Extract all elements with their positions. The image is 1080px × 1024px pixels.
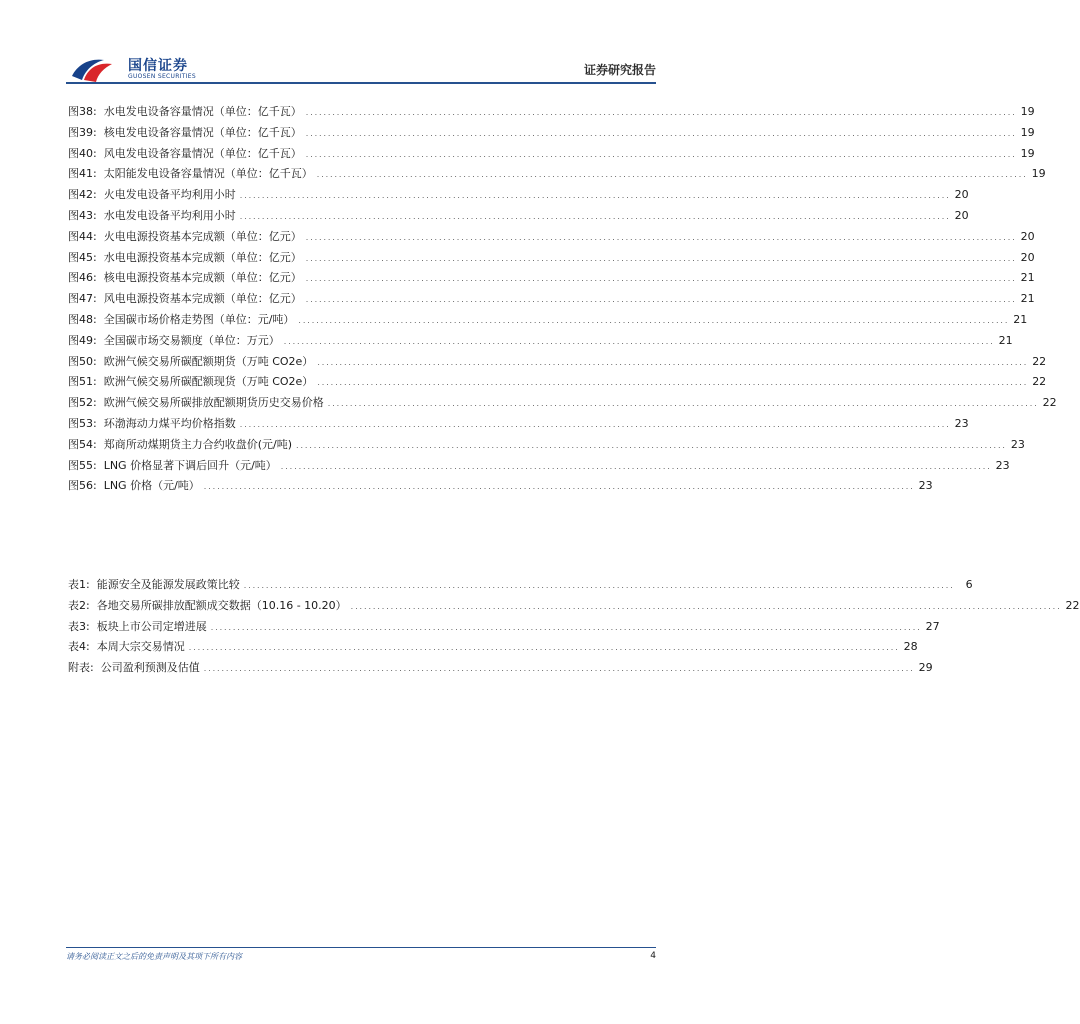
figure-toc-entry[interactable] (68, 393, 1057, 414)
dot-leader: ................................................................................................................................................................ (316, 170, 1028, 180)
toc-entry-page: 19 (1020, 146, 1035, 160)
toc-entry-title: 火电电源投资基本完成额（单位：亿元） (103, 229, 302, 243)
logo-chinese-name: 国信证券 (128, 58, 188, 74)
toc-entry-label: 图38: (68, 105, 97, 118)
toc-entry-page: 19 (1031, 167, 1046, 181)
disclaimer-note: 请务必阅读正文之后的免责声明及其项下所有内容 (66, 952, 242, 961)
dot-leader: ................................................................................................................................................................ (305, 108, 1017, 117)
toc-entry-page: 20 (954, 208, 969, 222)
toc-entry-label: 图42: (68, 188, 97, 202)
toc-entry-page: 23 (918, 479, 933, 493)
figure-toc-entry[interactable] (68, 476, 933, 497)
dot-leader: ................................................................................................................................................................ (317, 357, 1029, 367)
dot-leader: ................................................................................................................................................................ (203, 664, 915, 674)
dot-leader: ................................................................................................................................................................ (350, 601, 1062, 611)
dot-leader: ................................................................................................................................................................ (280, 461, 992, 471)
toc-entry-title: 水电发电设备平均利用小时 (103, 208, 236, 222)
dot-leader: ................................................................................................................................................................ (239, 191, 951, 201)
figure-index (68, 102, 1057, 497)
toc-entry-label: 图41: (68, 167, 97, 181)
dot-leader: ................................................................................................................................................................ (305, 253, 1017, 263)
toc-entry-label: 图43: (68, 208, 97, 222)
dot-leader: ................................................................................................................................................................ (305, 295, 1017, 305)
figure-toc-entry[interactable] (68, 435, 1025, 456)
dot-leader: ................................................................................................................................................................ (210, 622, 922, 632)
dot-leader: ................................................................................................................................................................ (239, 211, 951, 221)
toc-entry-page: 22 (1065, 598, 1080, 612)
toc-entry-page: 22 (1032, 354, 1047, 368)
toc-entry-page: 20 (1020, 250, 1035, 264)
toc-entry-label: 图48: (68, 312, 97, 326)
figure-toc-entry[interactable] (68, 144, 1035, 165)
dot-leader: ................................................................................................................................................................ (298, 315, 1010, 325)
dot-leader: ................................................................................................................................................................ (296, 440, 1007, 450)
toc-entry-label: 图56: (68, 479, 97, 493)
dot-leader: ................................................................................................................................................................ (305, 274, 1017, 284)
toc-entry-title: 全国碳市场交易额度（单位：万元） (103, 333, 280, 347)
dot-leader: ................................................................................................................................................................ (283, 336, 995, 346)
toc-entry-page: 20 (954, 188, 969, 202)
dot-leader: ................................................................................................................................................................ (203, 482, 915, 492)
dot-leader: ................................................................................................................................................................ (305, 128, 1017, 138)
toc-entry-title: LNG 价格显著下调后回升（元/吨） (103, 458, 277, 472)
header-divider (66, 82, 656, 84)
table-toc-entry[interactable] (68, 596, 1080, 617)
toc-entry-title: 全国碳市场价格走势图（单位：元/吨） (103, 312, 295, 326)
guosen-logo-icon (70, 54, 114, 84)
toc-entry-page: 21 (1020, 292, 1035, 306)
table-toc-entry[interactable] (68, 637, 918, 658)
figure-toc-entry[interactable] (68, 227, 1035, 248)
toc-entry-label: 表1: (68, 578, 90, 591)
toc-entry-label: 图46: (68, 271, 97, 285)
figure-toc-entry[interactable] (68, 456, 1010, 477)
figure-toc-entry[interactable] (68, 102, 1035, 123)
table-toc-entry[interactable] (68, 658, 933, 679)
toc-entry-label: 图54: (68, 437, 97, 451)
toc-entry-label: 图39: (68, 125, 97, 139)
toc-entry-label: 图52: (68, 396, 97, 410)
figure-toc-entry[interactable] (68, 164, 1046, 185)
toc-entry-label: 图45: (68, 250, 97, 264)
toc-entry-title: 核电发电设备容量情况（单位：亿千瓦） (103, 125, 302, 139)
figure-toc-entry[interactable] (68, 268, 1035, 289)
page-number: 4 (650, 951, 656, 961)
figure-toc-entry[interactable] (68, 206, 969, 227)
toc-entry-title: 欧洲气候交易所碳排放配额期货历史交易价格 (103, 396, 324, 410)
toc-entry-page: 19 (1020, 125, 1035, 139)
report-type-label: 证券研究报告 (583, 63, 656, 77)
figure-toc-entry[interactable] (68, 248, 1035, 269)
toc-entry-title: 水电发电设备容量情况（单位：亿千瓦） (103, 105, 302, 118)
toc-entry-title: 板块上市公司定增进展 (96, 619, 207, 633)
toc-entry-label: 图53: (68, 416, 97, 430)
toc-entry-label: 表2: (68, 598, 90, 612)
toc-entry-title: 郑商所动煤期货主力合约收盘价(元/吨) (103, 437, 292, 451)
toc-entry-title: 水电电源投资基本完成额（单位：亿元） (103, 250, 302, 264)
toc-entry-page: 23 (1010, 437, 1025, 451)
dot-leader: ................................................................................................................................................................ (305, 232, 1017, 242)
toc-entry-page: 23 (954, 416, 969, 430)
toc-entry-label: 图47: (68, 292, 97, 306)
toc-entry-title: 火电发电设备平均利用小时 (103, 188, 236, 202)
table-toc-entry[interactable] (68, 617, 940, 638)
toc-entry-page: 21 (1013, 312, 1028, 326)
figure-toc-entry[interactable] (68, 372, 1047, 393)
toc-entry-label: 表3: (68, 619, 90, 633)
toc-entry-page: 19 (1020, 105, 1035, 118)
logo-english-name: GUOSEN SECURITIES (128, 73, 197, 80)
toc-entry-title: 太阳能发电设备容量情况（单位：亿千瓦） (103, 167, 313, 181)
toc-entry-title: 核电电源投资基本完成额（单位：亿元） (103, 271, 302, 285)
toc-entry-label: 图51: (68, 375, 97, 389)
figure-toc-entry[interactable] (68, 331, 1013, 352)
figure-toc-entry[interactable] (68, 123, 1035, 144)
toc-entry-page: 21 (998, 333, 1013, 347)
figure-toc-entry[interactable] (68, 289, 1035, 310)
toc-entry-label: 附表: (68, 661, 94, 675)
toc-entry-page: 6 (965, 578, 973, 591)
dot-leader: ................................................................................................................................................................ (305, 149, 1017, 159)
figure-toc-entry[interactable] (68, 185, 969, 206)
toc-entry-title: 环渤海动力煤平均价格指数 (103, 416, 236, 430)
toc-entry-label: 图44: (68, 229, 97, 243)
toc-entry-label: 图40: (68, 146, 97, 160)
toc-entry-label: 图55: (68, 458, 97, 472)
figure-toc-entry[interactable] (68, 414, 969, 435)
toc-entry-title: 各地交易所碳排放配额成交数据（10.16 - 10.20） (96, 598, 347, 612)
toc-entry-title: 欧洲气候交易所碳配额期货（万吨 CO2e） (103, 354, 314, 368)
figure-toc-entry[interactable] (68, 352, 1047, 373)
toc-entry-page: 29 (918, 661, 933, 675)
figure-toc-entry[interactable] (68, 310, 1028, 331)
dot-leader: ................................................................................................................................................................ (239, 419, 951, 429)
dot-leader: ................................................................................................................................................................ (188, 643, 900, 653)
toc-entry-title: 风电发电设备容量情况（单位：亿千瓦） (103, 146, 302, 160)
table-toc-entry[interactable] (68, 575, 973, 596)
page-header (66, 48, 656, 84)
toc-entry-page: 27 (925, 619, 940, 633)
toc-entry-label: 图50: (68, 354, 97, 368)
toc-entry-label: 图49: (68, 333, 97, 347)
toc-entry-label: 表4: (68, 640, 90, 654)
dot-leader: ................................................................................................................................................................ (243, 581, 955, 590)
dot-leader: ................................................................................................................................................................ (327, 399, 1039, 409)
toc-entry-title: LNG 价格（元/吨） (103, 479, 200, 493)
footer-divider (66, 947, 656, 948)
toc-entry-page: 28 (903, 640, 918, 654)
toc-entry-page: 23 (995, 458, 1010, 472)
toc-entry-title: 本周大宗交易情况 (96, 640, 185, 654)
toc-entry-title: 公司盈利预测及估值 (100, 661, 200, 675)
company-logo (70, 54, 210, 84)
toc-entry-page: 22 (1042, 396, 1057, 410)
toc-entry-page: 22 (1032, 375, 1047, 389)
table-index (68, 575, 1080, 679)
toc-entry-title: 能源安全及能源发展政策比较 (96, 578, 240, 591)
toc-entry-title: 风电电源投资基本完成额（单位：亿元） (103, 292, 302, 306)
dot-leader: ................................................................................................................................................................ (317, 378, 1029, 388)
toc-entry-page: 21 (1020, 271, 1035, 285)
toc-entry-page: 20 (1020, 229, 1035, 243)
toc-entry-title: 欧洲气候交易所碳配额现货（万吨 CO2e） (103, 375, 314, 389)
